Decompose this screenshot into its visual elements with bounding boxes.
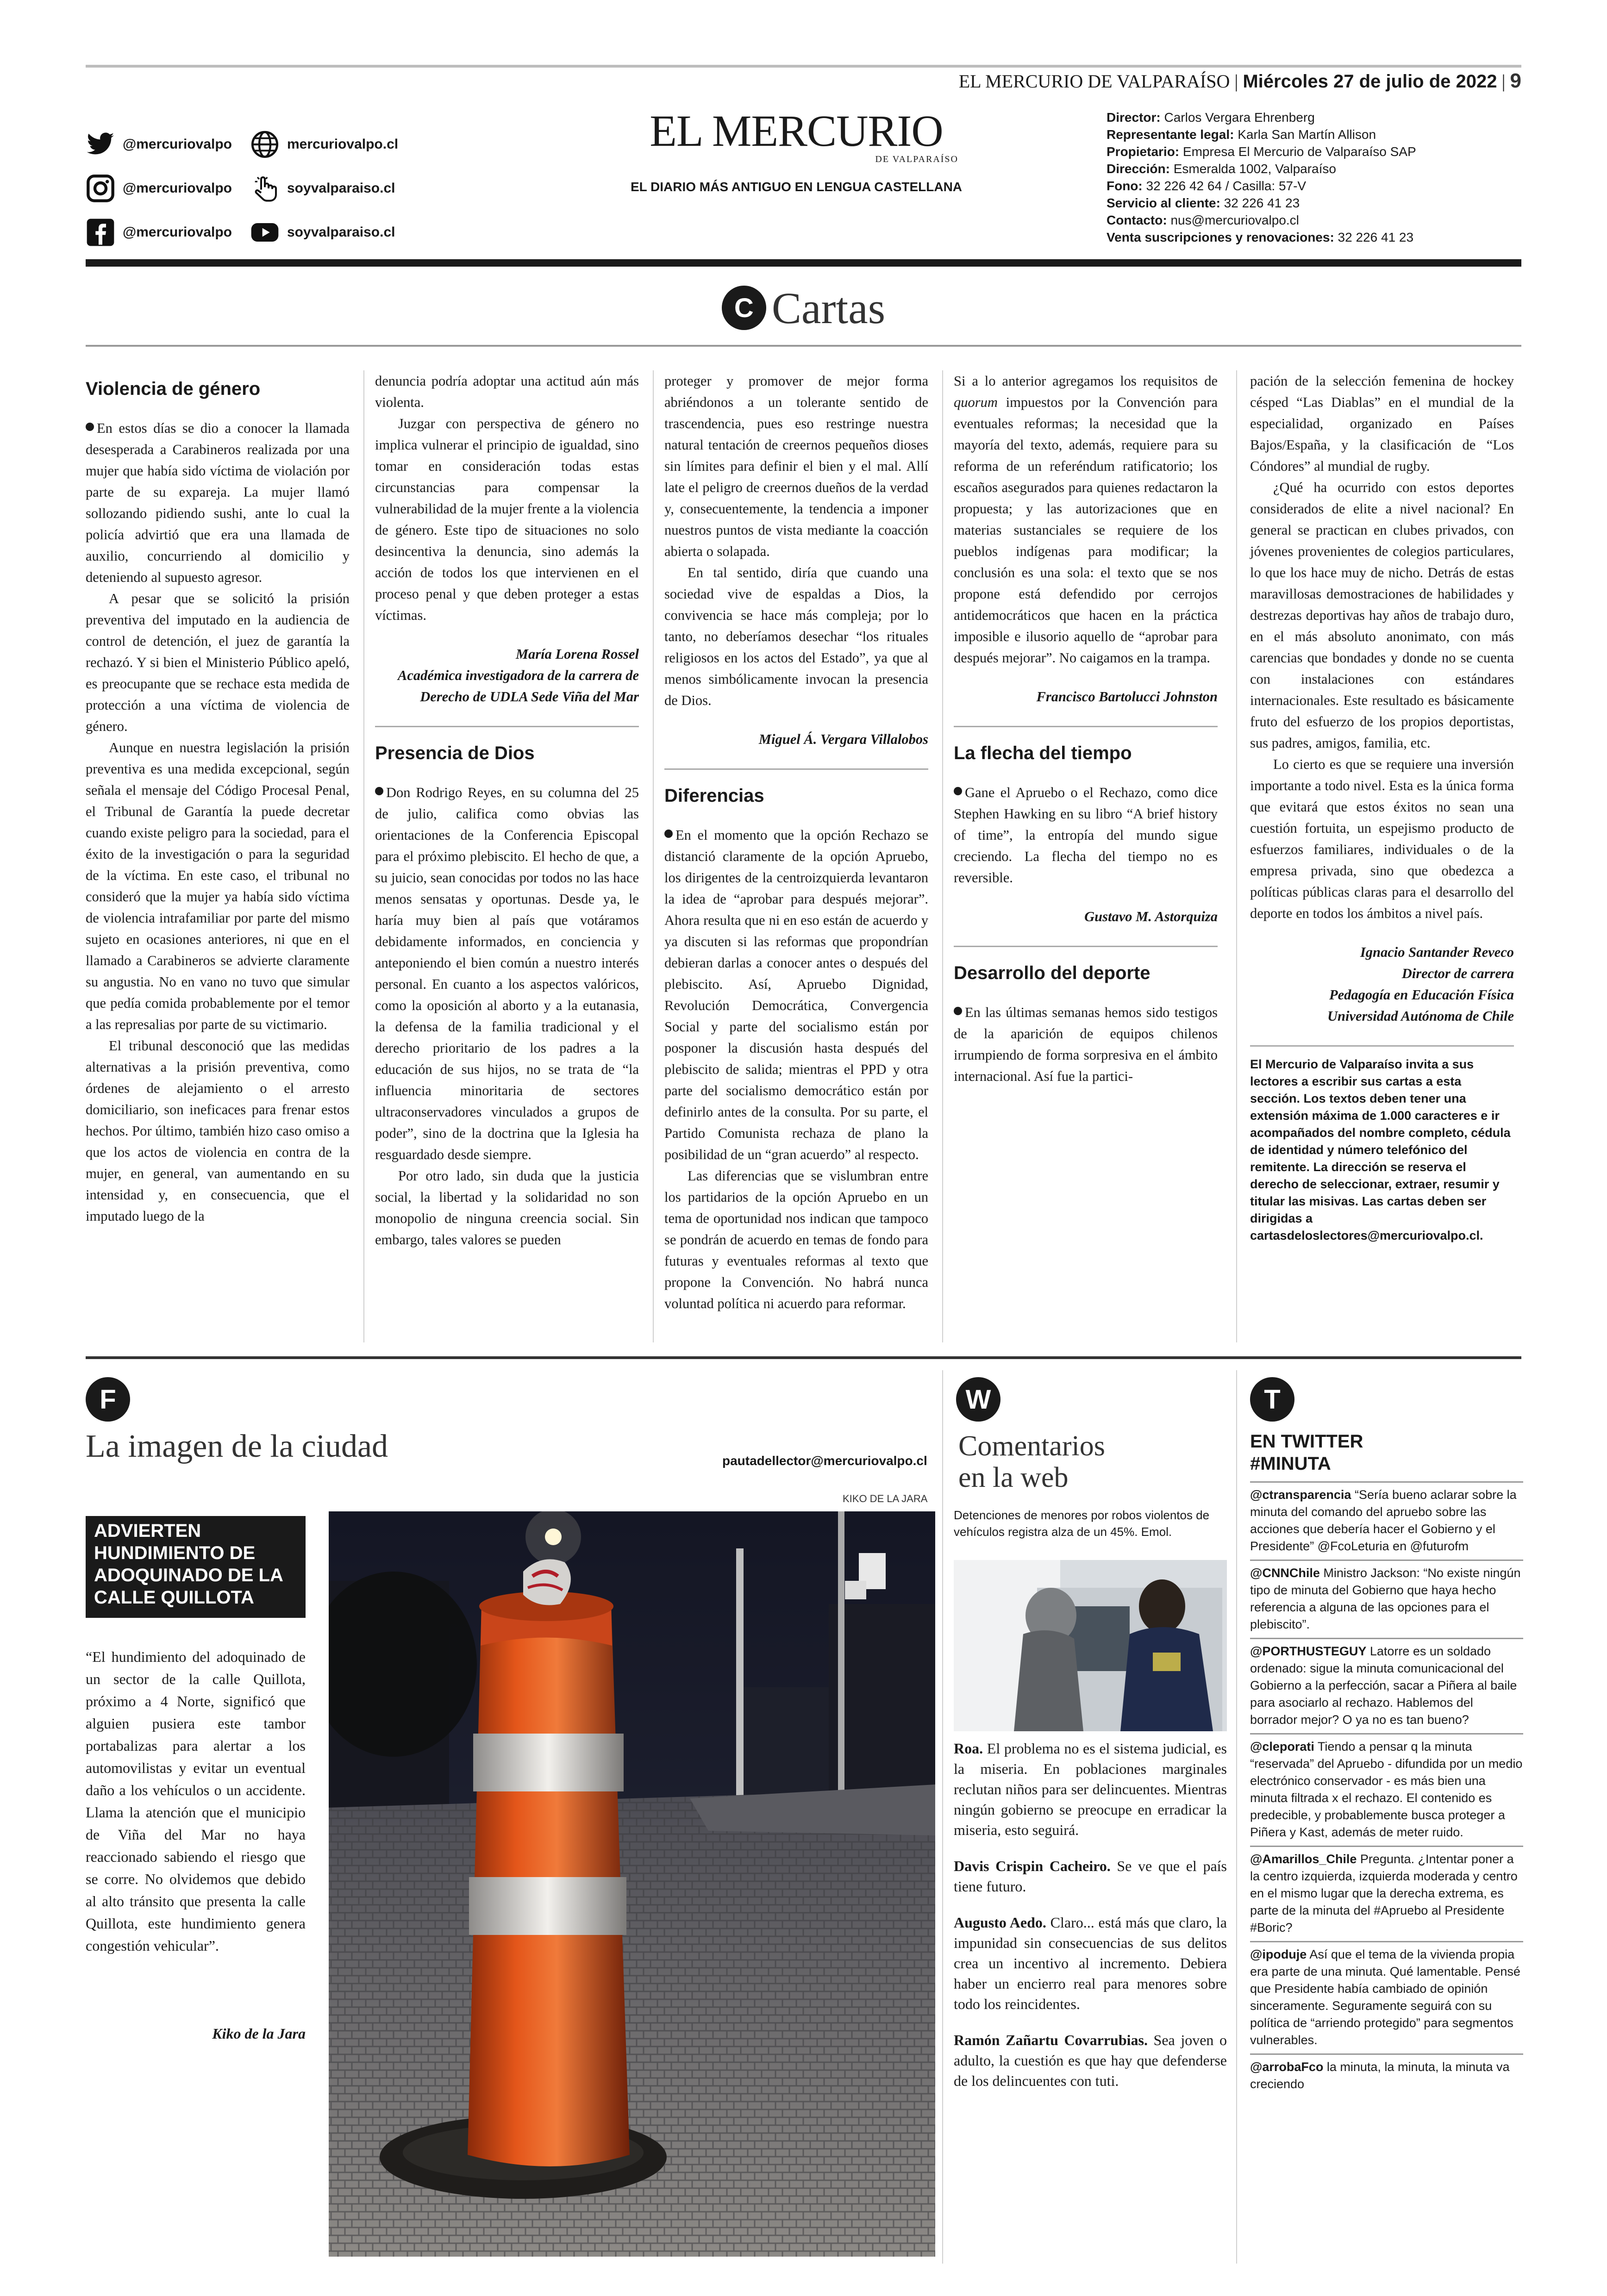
letter-paragraph: Gane el Apruebo o el Rechazo, como dice Stephen Hawking en su libro “A brief history of time”, la entropía del mundo sigue creciendo. La flecha del tiempo no es reversible.	[954, 785, 1218, 886]
letter-signature: Ignacio Santander Reveco	[1360, 944, 1514, 960]
comment-item: Augusto Aedo. Claro... está más que claro, la impunidad sin consecuencias de sus delitos crea un incentivo al incremento. Debiera haber un encierro real para menores sobre todo los reincidentes.	[954, 1914, 1227, 2012]
tweet-list	[1250, 1481, 1523, 2097]
letter-paragraph: Si a lo anterior agregamos los requisitos de quorum impuestos por la Convención para eventuales reformas; la necesidad que la mayoría del texto, además, requiere para su reforma de un referéndum ratificatorio; los escaños asegurados para quienes redactaron la propuesta; y las autorizaciones que en materias sustanciales se requiere de los pueblos indígenas para modificar; la conclusión es una sola: el texto que se nos propone está defendido por cerrojos antidemocráticos que hacen en la práctica imposible e ilusorio aquello de “aprobar para después mejorar”. No caigamos en la trampa.	[954, 373, 1218, 666]
letter-paragraph: Aunque en nuestra legislación la prisión preventiva es una medida excepcional, según señala el mensaje del Código Procesal Penal, el Tribunal de Garantía la puede decretar cuando existe peligro para la sociedad, para el éxito de la investigación o para la seguridad de la víctima. En este caso, el tribunal no consideró que la mujer ya había sido víctima de violencia intrafamiliar por parte del mismo sujeto en ocasiones anteriores, ni que en el llamado a Carabineros se advierte claramente su angustia. No en vano no tuvo que simular que pedía comida probablemente por el temor a las represalias por parte de su victimario.	[86, 740, 350, 1032]
ciudad-photo	[329, 1511, 935, 2257]
masthead-title: EL MERCURIO	[650, 106, 943, 156]
tweet-item: @CNNChile Ministro Jackson: “No existe ningún tipo de minuta del Gobierno que haya hecho referencia a alguna de las opciones para el plebiscito”.	[1250, 1560, 1523, 1638]
letter-separator	[954, 946, 1218, 947]
youtube-link[interactable]	[250, 218, 395, 247]
web-link[interactable]	[250, 130, 398, 159]
traffic-barrel-photo	[329, 1511, 935, 2257]
comentarios-badge-icon: W	[956, 1377, 1000, 1422]
tweet-item: @arrobaFco la minuta, la minuta, la minuta va creciendo	[1250, 2053, 1523, 2097]
letter-title-deporte: Desarrollo del deporte	[954, 963, 1151, 983]
facebook-icon	[86, 218, 115, 247]
letter-paragraph: Juzgar con perspectiva de género no implica vulnerar el principio de igualdad, sino tomar en consideración todas estas circunstancias para compensar la vulnerabilidad de la mujer frente a la violencia de género. Este tipo de situaciones no solo desincentiva la denuncia, sino además la acción de todos los que intervienen en el proceso penal y que deben proteger a estas víctimas.	[375, 416, 639, 623]
twitter-handle: @mercuriovalpo	[123, 137, 232, 152]
bullet-icon	[954, 787, 962, 795]
instagram-handle: @mercuriovalpo	[123, 181, 232, 196]
folio-paper: EL MERCURIO DE VALPARAÍSO	[958, 71, 1230, 92]
column-divider	[942, 370, 943, 1342]
youtube-icon	[250, 218, 280, 247]
comentarios-lead: Detenciones de menores por robos violentos de vehículos registra alza de un 45%. Emol.	[954, 1508, 1210, 1539]
middle-rule	[86, 1356, 1521, 1359]
section-badge-icon: C	[722, 286, 766, 330]
web-url: mercuriovalpo.cl	[287, 137, 399, 152]
staff-line: Director: Carlos Vergara Ehrenberg	[1107, 110, 1315, 125]
bullet-icon	[664, 830, 673, 838]
ciudad-signature: Kiko de la Jara	[212, 2025, 306, 2042]
letter-signature-affiliation: Académica investigadora de la carrera de Derecho de UDLA Sede Viña del Mar	[398, 668, 639, 705]
letter-paragraph: Las diferencias que se vislumbran entre los partidarios de la opción Apruebo en un tema de oportunidad nos indican que tampoco se pondrán de acuerdo en temas de fondo para futuras y eventuales reformas al texto que propone la Convención. No habrá nunca voluntad política ni acuerdo para reformar.	[664, 1168, 928, 1311]
column-divider	[1236, 370, 1237, 1342]
staff-box	[1107, 109, 1523, 246]
letter-title-diferencias: Diferencias	[664, 786, 764, 806]
youtube-url: soyvalparaiso.cl	[287, 225, 395, 240]
letter-separator	[1250, 1045, 1514, 1047]
letter-title-flecha: La flecha del tiempo	[954, 743, 1132, 763]
bullet-icon	[86, 423, 94, 431]
facebook-handle: @mercuriovalpo	[123, 225, 232, 240]
letter-paragraph: En las últimas semanas hemos sido testigos de la aparición de equipos chilenos irrumpiendo de forma sorpresiva en el ámbito internacional. Así fue la partici-	[954, 1004, 1218, 1084]
twitter-icon	[86, 130, 115, 159]
masthead-tagline: EL DIARIO MÁS ANTIGUO EN LENGUA CASTELLANA	[630, 180, 963, 194]
twitter-badge-icon: T	[1250, 1377, 1294, 1422]
letter-paragraph: proteger y promover de mejor forma abriéndonos a un tolerante sentido de trascendencia, pues eso restringe nuestra natural tentación de creernos pequeños dioses sin límites para definir el bien y el mal. Allí late el peligro de creernos dueños de la verdad y, consecuentemente, la tendencia a imponer nuestros puntos de vista mediante la coacción abierta o solapada.	[664, 373, 928, 559]
tweet-item: @ipoduje Así que el tema de la vivienda propia era parte de una minuta. Qué lamentable. Pensé que Presidente había cambiado de opinión sinceramente. Seguramente seguirá con su política de “arriendo protegido” para segmentos vulnerables.	[1250, 1941, 1523, 2053]
comment-item: Roa. El problema no es el sistema judicial, es la miseria. En poblaciones marginales reclutan niños para ser delincuentes. Mientras ningún gobierno se preocupe en erradicar la miseria, esto seguirá.	[954, 1740, 1227, 1838]
letters-column-3	[664, 370, 928, 1314]
instagram-icon	[86, 174, 115, 203]
comentarios-photo	[954, 1560, 1227, 1731]
letter-title-violencia: Violencia de género	[86, 379, 261, 399]
bullet-icon	[954, 1007, 962, 1015]
ciudad-badge-icon: F	[86, 1377, 130, 1422]
letter-paragraph: Por otro lado, sin duda que la justicia social, la libertad y la solidaridad no son monopolio de ninguna creencia social. Sin embargo, tales valores se pueden	[375, 1168, 639, 1248]
folio: EL MERCURIO DE VALPARAÍSO | Miércoles 27 de julio de 2022 | 9	[958, 69, 1521, 92]
letter-paragraph: Lo cierto es que se requiere una inversión importante a todo nivel. Esta es la única forma que evitará que estos éxitos no sean una cuestión fortuita, un espejismo producto de esfuerzos familiares, individuales o de la empresa privada, sino que obedezca a políticas públicas claras para el desarrollo del deporte en todos los ámbitos a nivel país.	[1250, 756, 1514, 921]
ciudad-email[interactable]: pautadellector@mercuriovalpo.cl	[722, 1454, 927, 1468]
ciudad-title: La imagen de la ciudad	[86, 1429, 388, 1464]
letter-signature: Miguel Á. Vergara Villalobos	[758, 731, 928, 747]
column-divider	[363, 370, 364, 1342]
tweet-item: @ctransparencia “Sería bueno aclarar sobre la minuta del comando del apruebo sobre las acciones que debería hacer el Gobierno y el Presidente” @FcoLeturia en @futurofm	[1250, 1481, 1523, 1560]
letters-column-2	[375, 370, 639, 1250]
letter-separator	[954, 726, 1218, 727]
detention-photo	[954, 1560, 1227, 1731]
letter-signature: María Lorena Rossel	[515, 646, 639, 662]
folio-date: Miércoles 27 de julio de 2022	[1243, 71, 1497, 92]
facebook-link[interactable]	[86, 218, 232, 247]
soyvalparaiso-link[interactable]	[250, 174, 395, 203]
letter-paragraph: ¿Qué ha ocurrido con estos deportes considerados de elite a nivel nacional? En general se practican en clubes privados, con jóvenes provenientes de colegios particulares, lo que los hace muy de nicho. Detrás de estas maravillosas demostraciones de habilidades y destrezas deportivas hay años de trabajo duro, en el más absoluto anonimato, con más carencias que bondades y donde no se cuenta con instalaciones con estándares internacionales. Este resultado es básicamente fruto del esfuerzo de los propios deportistas, sus padres, amigos, familia, etc.	[1250, 480, 1514, 751]
comment-item: Davis Crispin Cacheiro. Se ve que el país tiene futuro.	[954, 1858, 1227, 1895]
ciudad-headline: ADVIERTEN HUNDIMIENTO DE ADOQUINADO DE LA CALLE QUILLOTA	[86, 1516, 306, 1618]
column-divider	[1236, 1370, 1237, 2264]
column-divider	[653, 370, 654, 1342]
folio-page: 9	[1510, 69, 1521, 92]
pointer-hand-icon	[250, 174, 280, 203]
letter-paragraph: El tribunal desconoció que las medidas alternativas a la prisión preventiva, como órdenes de alejamiento o el arresto domiciliario, son ineficaces para frenar estos hechos. Por último, también hizo caso omiso a que los actos de violencia en contra de la mujer, en general, van aumentando en su intensidad y, en consecuencia, que el imputado luego de la	[86, 1038, 350, 1224]
letter-signature: Gustavo M. Astorquiza	[1084, 909, 1218, 924]
staff-line: Servicio al cliente: 32 226 41 23	[1107, 196, 1300, 210]
letters-column-1	[86, 370, 350, 1227]
letters-column-4	[954, 370, 1218, 1087]
section-rule	[86, 345, 1521, 347]
letter-separator	[375, 726, 639, 727]
section-title: Cartas	[771, 283, 886, 333]
masthead	[583, 106, 1009, 194]
letter-title-dios: Presencia de Dios	[375, 743, 535, 763]
globe-icon	[250, 130, 280, 159]
soyvalparaiso-url: soyvalparaiso.cl	[287, 181, 395, 196]
comentarios-title: Comentarios en la web	[958, 1430, 1105, 1493]
masthead-subtitle: DE VALPARAÍSO	[875, 154, 958, 164]
staff-line: Dirección: Esmeralda 1002, Valparaíso	[1107, 162, 1336, 176]
twitter-title: EN TWITTER #MINUTA	[1250, 1431, 1363, 1474]
bullet-icon	[375, 787, 383, 795]
comment-item: Ramón Zañartu Covarrubias. Sea joven o adulto, la cuestión es que hay que defenderse de los delincuentes con tuti.	[954, 2032, 1227, 2089]
twitter-link[interactable]	[86, 130, 232, 159]
letter-paragraph: En el momento que la opción Rechazo se distanció claramente de la opción Apruebo, los dirigentes de la centroizquierda levantaron la idea de “aprobar para después mejorar”. Ahora resulta que ni en eso están de acuerdo y ya discuten si las reformas que propondrían debieran darlas a conocer antes o después del plebiscito. Así, Apruebo Dignidad, Revolución Democrática, Convergencia Social y parte del socialismo están por posponer la discusión hasta después del plebiscito de salida; mientras el PPD y otra parte del socialismo democrático están por definirlo antes de la consulta. Por su parte, el Partido Comunista rechaza de plano la posibilidad de un “gran acuerdo” al respecto.	[664, 827, 928, 1162]
submission-notice: El Mercurio de Valparaíso invita a sus lectores a escribir sus cartas a esta sección. Los textos deben tener una extensión máxima de 1.000 caracteres e ir acompañados del nombre completo, cédula de identidad y número telefónico del remitente. La dirección se reserva el derecho de seleccionar, extraer, resumir y titular las misivas. Las cartas deben ser dirigidas a cartasdeloslectores@mercuriovalpo.cl.	[1250, 1057, 1511, 1242]
letter-signature-role: Director de carrera	[1401, 966, 1514, 981]
letter-separator	[664, 768, 928, 770]
section-header	[0, 282, 1607, 333]
letter-paragraph: denuncia podría adoptar una actitud aún más violenta.	[375, 373, 639, 410]
letter-paragraph: En estos días se dio a conocer la llamada desesperada a Carabineros realizada por una mujer que había sido víctima de violación por parte de su expareja. La mujer llamó sollozando pidiendo sushi, ante lo cual la policía advirtió que era una llamada de auxilio, concurriendo al domicilio y deteniendo al supuesto agresor.	[86, 420, 350, 585]
column-divider	[942, 1370, 943, 2264]
comentarios-list	[954, 1738, 1227, 2107]
ciudad-quote: “El hundimiento del adoquinado de un sector de la calle Quillota, próximo a 4 Norte, significó que alguien pusiera este tambor portabalizas para alertar a los automovilistas y evitar un eventual daño a los vehículos o un accidente. Llama la atención que el municipio de Viña del Mar no haya reaccionado sabiendo el riesgo que se corre. No olvidemos que debido al alto tránsito que presenta la calle Quillota, este hundimiento genera congestión vehicular”.	[86, 1648, 306, 1954]
staff-line: Propietario: Empresa El Mercurio de Valparaíso SAP	[1107, 144, 1416, 159]
letter-paragraph: En tal sentido, diría que cuando una sociedad vive de espaldas a Dios, la convivencia se hace más compleja; por lo tanto, no deberíamos desechar “los rituales religiosos en los actos del Estado”, ya que al menos simbólicamente invocan la presencia de Dios.	[664, 565, 928, 708]
staff-line: Representante legal: Karla San Martín Allison	[1107, 127, 1376, 142]
top-rule	[86, 65, 1521, 68]
photo-credit: KIKO DE LA JARA	[843, 1493, 928, 1504]
tweet-item: @Amarillos_Chile Pregunta. ¿Intentar poner a la centro izquierda, izquierda moderada y centro en el mismo lugar que la derecha extrema, es parte de la minuta del #Apruebo al Presidente #Boric?	[1250, 1846, 1523, 1941]
tweet-item: @cleporati Tiendo a pensar q la minuta “reservada” del Apruebo - difundida por un medio electrónico conservador - es más bien una minuta filtrada x el rechazo. El contenido es predecible, y probablemente busca proteger a Piñera y Kast, además de meter ruido.	[1250, 1733, 1523, 1846]
letter-signature-program: Pedagogía en Educación Física	[1329, 987, 1514, 1003]
letter-paragraph: pación de la selección femenina de hockey césped “Las Diablas” en el mundial de la especialidad, organizado en Países Bajos/España, y la clasificación de “Los Cóndores” al mundial de rugby.	[1250, 373, 1514, 474]
instagram-link[interactable]	[86, 174, 232, 203]
letter-paragraph: Don Rodrigo Reyes, en su columna del 25 de julio, califica como obvias las orientaciones de la Conferencia Episcopal para el próximo plebiscito. El hecho de que, a su juicio, sean conocidas por todos no las hace menos sensatas y oportunas. Desde ya, le haría muy bien al país que votáramos debidamente informados, en conciencia y anteponiendo el bien común a nuestro interés personal. En cuanto a los aspectos valóricos, como la oposición al aborto y a la eutanasia, la defensa de la familia tradicional y el derecho prioritario de los padres a la educación de sus hijos, no se trata de “la influencia minoritaria de sectores ultraconservadores vinculados a grupos de poder”, sino de la doctrina que la Iglesia ha resguardado desde siempre.	[375, 785, 639, 1162]
letters-column-5	[1250, 370, 1514, 1244]
letter-signature: Francisco Bartolucci Johnston	[1036, 689, 1218, 705]
staff-line: Contacto: nus@mercuriovalpo.cl	[1107, 213, 1299, 227]
masthead-rule	[86, 259, 1521, 267]
staff-line: Venta suscripciones y renovaciones: 32 226 41 23	[1107, 230, 1414, 244]
letter-signature-university: Universidad Autónoma de Chile	[1327, 1008, 1514, 1024]
letter-paragraph: A pesar que se solicitó la prisión preventiva del imputado en la audiencia de control de detención, el juez de garantía la rechazó. Y si bien el Ministerio Público apeló, es preocupante que se rechace esta medida de protección a una víctima de violencia de género.	[86, 591, 350, 734]
staff-line: Fono: 32 226 42 64 / Casilla: 57-V	[1107, 179, 1307, 193]
tweet-item: @PORTHUSTEGUY Latorre es un soldado ordenado: sigue la minuta comunicacional del Gobierno a la perfección, sacar a Piñera al baile para asociarlo al rechazo. Hablemos del borrador mejor? O ya no es tan bueno?	[1250, 1638, 1523, 1733]
